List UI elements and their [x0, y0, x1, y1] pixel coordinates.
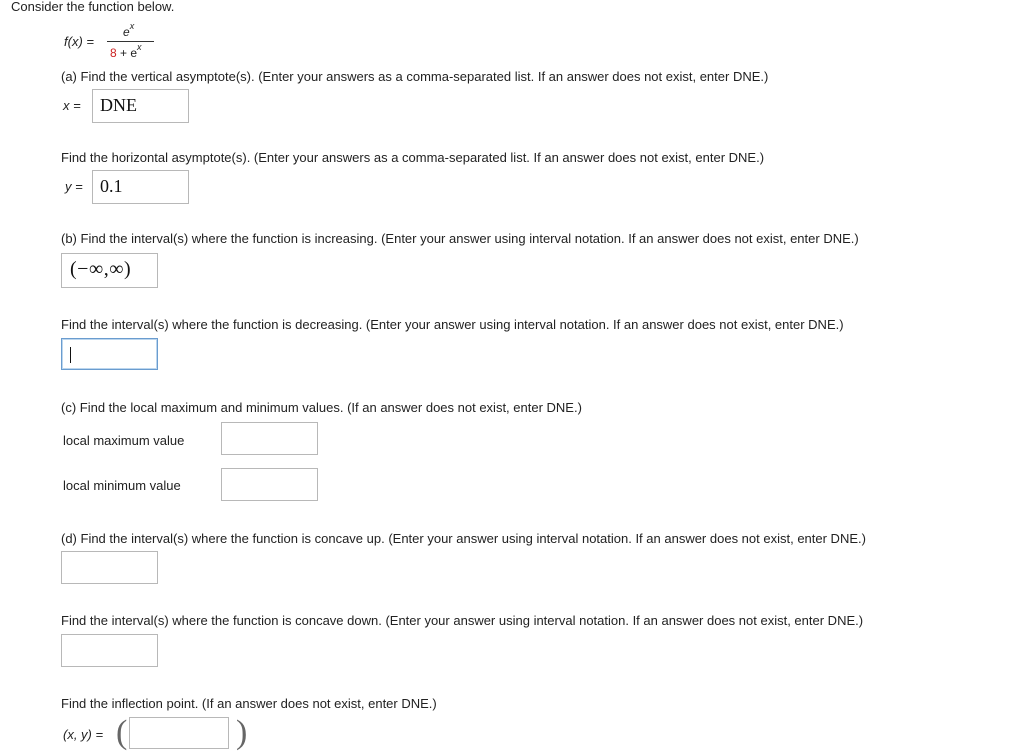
- denominator-plus: + e: [120, 46, 138, 60]
- fraction-denominator: [110, 44, 142, 60]
- right-paren: ): [236, 714, 248, 751]
- denominator-constant: 8: [110, 46, 117, 60]
- vertical-asymptote-prompt: (a) Find the vertical asymptote(s). (Enter your answers as a comma-separated list. If an answer does not exist, enter DNE.): [61, 69, 769, 84]
- decreasing-input[interactable]: [61, 338, 158, 370]
- intro-text: Consider the function below.: [11, 0, 175, 14]
- local-max-label: local maximum value: [63, 433, 185, 448]
- numerator-exponent: x: [129, 21, 135, 31]
- decreasing-prompt: Find the interval(s) where the function is decreasing. (Enter your answer using interval notation. If an answer does not exist, enter DNE.): [61, 317, 844, 332]
- local-min-input[interactable]: [221, 468, 318, 501]
- inflection-input[interactable]: [129, 717, 229, 749]
- vertical-asymptote-input[interactable]: DNE: [92, 89, 189, 123]
- horizontal-asymptote-input[interactable]: 0.1: [92, 170, 189, 204]
- increasing-prompt: (b) Find the interval(s) where the function is increasing. (Enter your answer using interval notation. If an answer does not exist, enter DNE.): [61, 231, 859, 246]
- concave-down-input[interactable]: [61, 634, 158, 667]
- fraction-numerator: [123, 23, 134, 39]
- local-extrema-prompt: (c) Find the local maximum and minimum values. (If an answer does not exist, enter DNE.): [61, 400, 582, 415]
- function-label: [64, 34, 94, 49]
- increasing-input[interactable]: (−∞,∞): [61, 253, 158, 288]
- inflection-label: (x, y) =: [63, 727, 104, 742]
- concave-down-prompt: Find the interval(s) where the function is concave down. (Enter your answer using interval notation. If an answer does not exist, enter DNE.): [61, 613, 864, 628]
- local-min-label: local minimum value: [63, 478, 181, 493]
- concave-up-prompt: (d) Find the interval(s) where the function is concave up. (Enter your answer using interval notation. If an answer does not exist, enter DNE.): [61, 531, 866, 546]
- text-caret: [70, 347, 71, 363]
- local-max-input[interactable]: [221, 422, 318, 455]
- function-label-text: f(x) =: [64, 34, 94, 49]
- numerator-base: e: [123, 25, 130, 39]
- inflection-prompt: Find the inflection point. (If an answer does not exist, enter DNE.): [61, 696, 437, 711]
- horizontal-asymptote-label: y =: [65, 179, 83, 194]
- left-paren: (: [116, 714, 128, 751]
- fraction-bar: [107, 41, 154, 42]
- denominator-exponent: x: [137, 42, 142, 52]
- horizontal-asymptote-prompt: Find the horizontal asymptote(s). (Enter your answers as a comma-separated list. If an answer does not exist, enter DNE.): [61, 150, 765, 165]
- vertical-asymptote-label: x =: [63, 98, 81, 113]
- concave-up-input[interactable]: [61, 551, 158, 584]
